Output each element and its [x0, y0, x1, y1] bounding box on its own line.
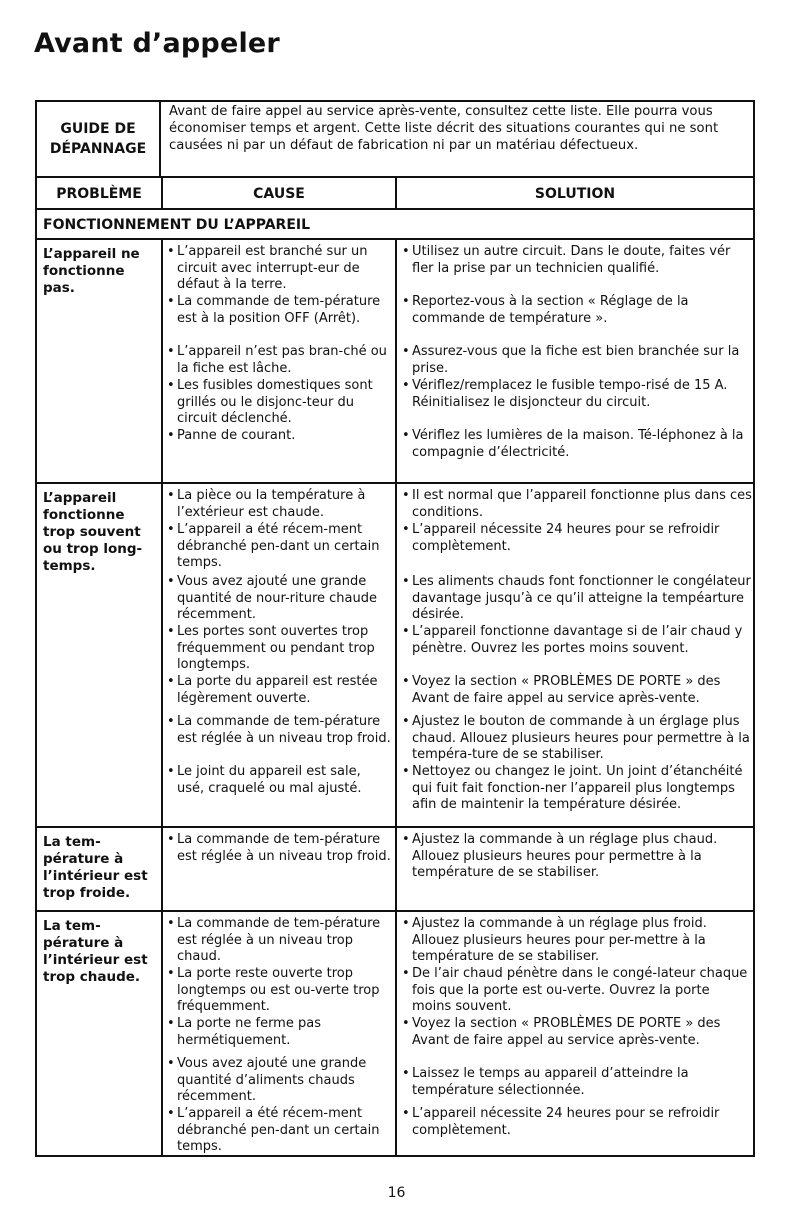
solution-item: • Assurez-vous que la fiche est bien branchée sur la prise. [402, 344, 752, 377]
solution-item: • De l’air chaud pénètre dans le congé-lateur chaque fois que la porte est ou-verte. Ouvrez la porte moins souvent. [402, 966, 752, 1016]
cause-item: • L’appareil a été récem-ment débranché pen-dant un certain temps. [167, 522, 392, 572]
solution-item: • Nettoyez ou changez le joint. Un joint d’étanchéité qui fuit fait fonction-ner l’appareil plus longtemps afin de maintenir la température désirée. [402, 764, 752, 814]
guide-label-line2: DÉPANNAGE [49, 141, 147, 157]
cause-item: • La commande de tem-pérature est à la position OFF (Arrêt). [167, 294, 392, 327]
section-row [37, 208, 753, 240]
cause-item: • L’appareil a été récem-ment débranché pen-dant un certain temps. [167, 1106, 392, 1156]
cause-item: • La porte ne ferme pas hermétiquement. [167, 1016, 392, 1049]
cause-item: • La commande de tem-pérature est réglée à un niveau trop froid. [167, 832, 392, 865]
solution-item: • Les aliments chauds font fonctionner le congélateur davantage jusqu’à ce qu’il atteigne la tempéarture désirée. [402, 574, 752, 624]
table-row [37, 910, 753, 1157]
solution-item: • Laissez le temps au appareil d’atteindre la température sélectionnée. [402, 1066, 752, 1099]
cause-item: • La porte reste ouverte trop longtemps ou est ou-verte trop fréquemment. [167, 966, 392, 1016]
guide-label [37, 102, 161, 176]
page-number: 16 [387, 1185, 406, 1201]
header-solution: SOLUTION [534, 186, 616, 202]
problem-label: La tem-pérature à l’intérieur est trop froide. [43, 834, 148, 901]
section-title: FONCTIONNEMENT DU L’APPAREIL [43, 217, 311, 233]
cause-item: • Les fusibles domestiques sont grillés ou le disjonc-teur du circuit déclenché. [167, 378, 392, 428]
cause-item: • La porte du appareil est restée légèrement ouverte. [167, 674, 392, 707]
cause-item: • Le joint du appareil est sale, usé, craquelé ou mal ajusté. [167, 764, 392, 797]
cause-item: • Les portes sont ouvertes trop fréquemment ou pendant trop longtemps. [167, 624, 392, 674]
solution-item: • Utilisez un autre circuit. Dans le doute, faites vér fler la prise par un technicien qualifié. [402, 244, 752, 277]
solution-item: • L’appareil nécessite 24 heures pour se refroidir complètement. [402, 1106, 752, 1139]
solution-item: • Il est normal que l’appareil fonctionne plus dans ces conditions. [402, 488, 752, 521]
problem-label: La tem-pérature à l’intérieur est trop chaude. [43, 918, 148, 985]
solution-item: • Ajustez la commande à un réglage plus chaud. Allouez plusieurs heures pour permettre à la température de se stabiliser. [402, 832, 752, 882]
cause-item: • Panne de courant. [167, 428, 392, 445]
solution-item: • L’appareil nécessite 24 heures pour se refroidir complètement. [402, 522, 752, 555]
solution-item: • Voyez la section « PROBLÈMES DE PORTE » des Avant de faire appel au service après-vente. [402, 674, 752, 707]
troubleshooting-table [35, 100, 755, 1157]
cause-item: • La commande de tem-pérature est réglée à un niveau trop froid. [167, 714, 392, 747]
guide-label-line1: GUIDE DE [60, 121, 136, 137]
solution-item: • Vériflez les lumières de la maison. Té-léphonez à la compagnie d’électricité. [402, 428, 752, 461]
cause-item: • L’appareil n’est pas bran-ché ou la fiche est lâche. [167, 344, 392, 377]
cause-item: • L’appareil est branché sur un circuit avec interrupt-eur de défaut à la terre. [167, 244, 392, 294]
cause-item: • La pièce ou la température à l’extérieur est chaude. [167, 488, 392, 521]
table-row [37, 482, 753, 828]
cause-item: • Vous avez ajouté une grande quantité de nour-riture chaude récemment. [167, 574, 392, 624]
problem-label: L’appareil fonctionne trop souvent ou trop long-temps. [43, 490, 143, 574]
intro-block [37, 102, 753, 176]
solution-item: • Ajustez le bouton de commande à un érglage plus chaud. Allouez plusieurs heures pour permettre à la tempéra-ture de se stabiliser. [402, 714, 752, 764]
page-title: Avant d’appeler [34, 28, 280, 59]
solution-item: • Ajustez la commande à un réglage plus froid. Allouez plusieurs heures pour per-mettre à la température de se stabiliser. [402, 916, 752, 966]
table-row [37, 826, 753, 912]
header-problem: PROBLÈME [56, 186, 142, 202]
problem-label: L’appareil ne fonctionne pas. [43, 246, 140, 296]
solution-item: • Vériflez/remplacez le fusible tempo-risé de 15 A. Réinitialisez le disjoncteur du circuit. [402, 378, 752, 411]
solution-item: • Voyez la section « PROBLÈMES DE PORTE » des Avant de faire appel au service après-vente. [402, 1016, 752, 1049]
cause-item: • La commande de tem-pérature est réglée à un niveau trop chaud. [167, 916, 392, 966]
cause-item: • Vous avez ajouté une grande quantité d’aliments chauds récemment. [167, 1056, 392, 1106]
header-cause: CAUSE [253, 186, 305, 202]
intro-text: Avant de faire appel au service après-vente, consultez cette liste. Elle pourra vous économiser temps et argent. Cette liste décrit des situations courantes qui ne sont causées ni par un défaut de fabrication ni par un matériau défectueux. [169, 104, 719, 153]
solution-item: • L’appareil fonctionne davantage si de l’air chaud y pénètre. Ouvrez les portes moins souvent. [402, 624, 752, 657]
column-header-row [37, 176, 753, 210]
solution-item: • Reportez-vous à la section « Réglage de la commande de température ». [402, 294, 752, 327]
table-row [37, 238, 753, 484]
